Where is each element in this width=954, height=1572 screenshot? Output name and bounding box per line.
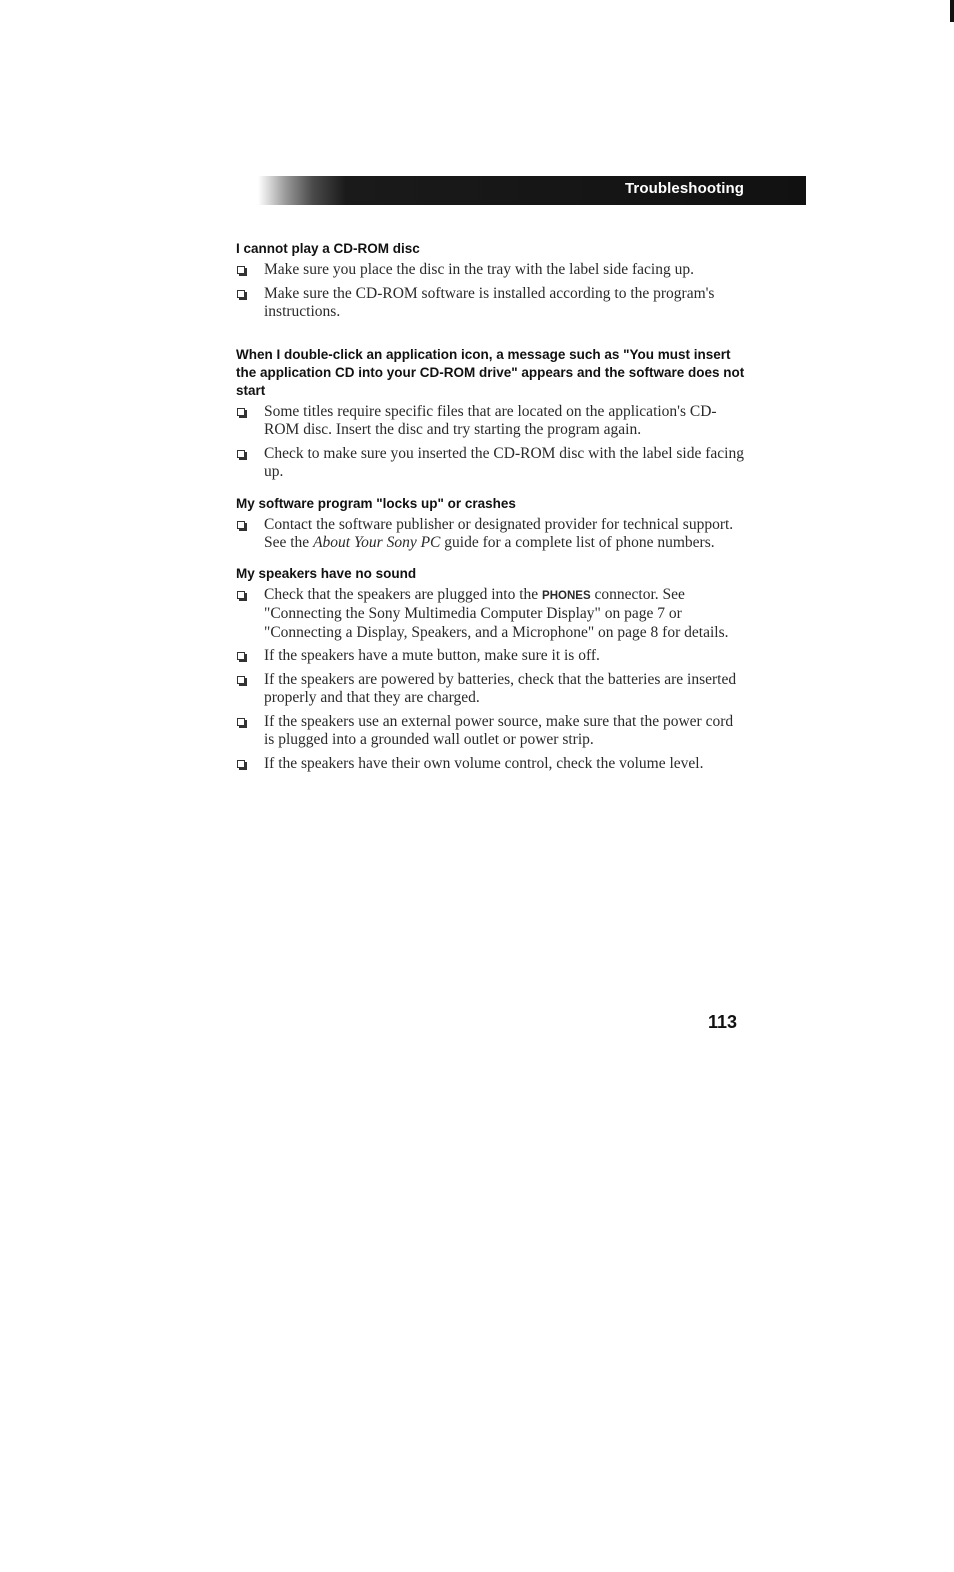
section-speakers	[236, 565, 746, 774]
checkbox-bullet-icon	[237, 591, 245, 599]
checkbox-bullet-icon	[237, 290, 245, 298]
page-number: 113	[708, 1012, 738, 1032]
list-item: Check that the speakers are plugged into the PHONES connector. See "Connecting the Sony Multimedia Computer Display" on page 7 or "Connecting a Display, Speakers, and a Microphone" on page 8 for details.	[236, 586, 746, 643]
list-item: Contact the software publisher or designated provider for technical support. See the About Your Sony PC guide for a complete list of phone numbers.	[236, 516, 746, 553]
list-item: If the speakers have their own volume control, check the volume level.	[236, 755, 746, 774]
checkbox-bullet-icon	[237, 760, 245, 768]
section-cdrom	[236, 240, 746, 322]
bullet-list	[236, 586, 746, 774]
page-content	[236, 240, 746, 778]
checkbox-bullet-icon	[237, 408, 245, 416]
connector-label: PHONES	[542, 589, 591, 602]
guide-title: About Your Sony PC	[313, 534, 441, 551]
list-item: Make sure the CD-ROM software is installed according to the program's instructions.	[236, 285, 746, 322]
checkbox-bullet-icon	[237, 718, 245, 726]
list-item: If the speakers are powered by batteries, check that the batteries are inserted properly and that they are charged.	[236, 671, 746, 708]
section-heading: I cannot play a CD-ROM disc	[236, 241, 420, 256]
edge-mark	[950, 0, 954, 22]
section-heading: When I double-click an application icon, a message such as "You must insert the application CD into your CD-ROM drive" appears and the software does not start	[236, 346, 745, 398]
bullet-list	[236, 403, 746, 482]
list-item: Make sure you place the disc in the tray with the label side facing up.	[236, 261, 746, 280]
checkbox-bullet-icon	[237, 521, 245, 529]
section-header-bar	[258, 176, 806, 205]
section-double-click	[236, 346, 746, 482]
checkbox-bullet-icon	[237, 266, 245, 274]
checkbox-bullet-icon	[237, 450, 245, 458]
section-heading: My software program "locks up" or crashes	[236, 495, 516, 511]
section-locks-up	[236, 495, 746, 553]
list-item: Check to make sure you inserted the CD-ROM disc with the label side facing up.	[236, 445, 746, 482]
list-item: If the speakers use an external power source, make sure that the power cord is plugged into a grounded wall outlet or power strip.	[236, 713, 746, 750]
section-title: Troubleshooting	[625, 180, 744, 197]
list-item: Some titles require specific files that are located on the application's CD-ROM disc. Insert the disc and try starting the program again.	[236, 403, 746, 440]
checkbox-bullet-icon	[237, 652, 245, 660]
bullet-list	[236, 516, 746, 553]
bullet-list	[236, 261, 746, 322]
section-heading: My speakers have no sound	[236, 565, 417, 581]
list-item: If the speakers have a mute button, make sure it is off.	[236, 647, 746, 666]
checkbox-bullet-icon	[237, 676, 245, 684]
